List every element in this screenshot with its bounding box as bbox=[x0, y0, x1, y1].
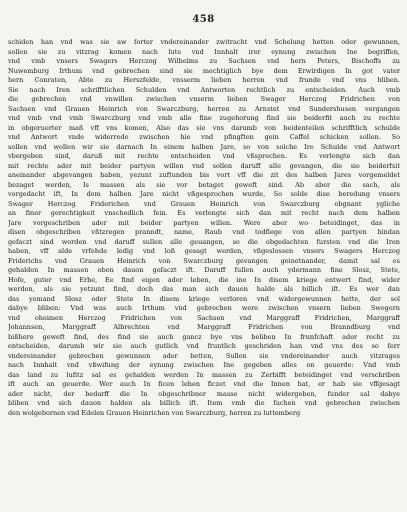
body-text bbox=[8, 38, 400, 418]
text-line: entscheiden, darumb wir sie auch gutlich vnd fruntlich geschriden han vnd vns des so ferr bbox=[8, 342, 400, 350]
text-line: gehalden In massen oben dauon gefaczt ift. Daruff fullen auch ydermann fine Slosz, Stete, bbox=[8, 266, 400, 274]
page-number: 458 bbox=[192, 14, 215, 25]
text-line: sollen sie zu vitzrag komen nach lute vnd Innhalt irer eynung zwischen Ine begriffen, bbox=[8, 47, 400, 56]
text-line: nach Innhalt vnd vßwifung der eynung zwischen Ine gegeben alles on geuerde: Vnd vmb bbox=[8, 361, 400, 369]
text-line: an finer gerechtigkeit vnschedlich fein. Es verlengte sich dan mit recht nach dem halben bbox=[8, 209, 400, 217]
text-line: dabye bliben: Vnd was auch Irthum vnd gebrechen were zwischen vnsern lieben Swegern bbox=[8, 304, 400, 312]
text-line: vorgedacht ift, In dem halben Jare nicht vßgesprochen wurde, So solde dise beredung vnsers bbox=[8, 190, 400, 198]
text-line: Swager Herczog Friderichen vnd Grauen Heinrich von Swarczburg obgnant ygliche bbox=[8, 199, 400, 208]
text-line: disen obgeschriben vßtzregen pranndt, name, Raub vnd todflege von allen partyen hindan bbox=[8, 228, 400, 236]
text-line: Sachsen vnd Grauen Heinrich von Swarczburg, herren zu Arnstet vnd Sundershusen vergangen bbox=[8, 104, 400, 113]
text-line: sollen vnd wollen wir sie darnach In einem halben Jare, so von solche Ire Schulde vnd Antwort bbox=[8, 142, 400, 151]
text-line: den wolgebornen vnd Edelen Grauen Heinrichen von Swarczburg, herren zu luttemberg bbox=[8, 408, 301, 417]
text-line: Sie nach Iren schrifftlichen Schulden vnd Antworten rechtlich zu entscheiden. Auch vmb bbox=[8, 85, 400, 94]
text-line: bliben vnd sich dauon halden als billich ift. Item vmb die fachen vnd gebrechen zwischen bbox=[8, 399, 400, 407]
text-line: in obgeruerter maß vff vns komen, Also das sie vns darumb von beidenteilen schrifftlich schulde bbox=[8, 123, 400, 132]
text-line: die gebrechen vnd vnwillen zwischen vnserm lieben Swager Herczog Fridrichen von bbox=[8, 95, 400, 103]
text-line: vnd Antwort vnde widerrede zwischen hie vnd pfingften gein Caffel schicken sollen. So bbox=[8, 133, 400, 141]
text-line: vbergeben sind, daruß mit rechte entscheiden vnd vßsprechen. Es verlengte sich dan bbox=[8, 152, 400, 160]
text-line: vndereinander gebrechen gewunnen ader hetten, Sullen sie vndereinander auch vitzrages bbox=[8, 351, 400, 360]
text-line: schiden han vnd was sie aw forter vndereinander zwitracht vnd Schelung hetten oder gewunnen, bbox=[8, 38, 400, 46]
text-line: vnd vmb vnd vmb Swarczburg vnd vmb alle fine zugehorung find sie beiderfit auch zu rechte bbox=[8, 114, 400, 122]
text-line: Hofe, guter vnd Erbe, Ee find eigen ader leben, die ine In disem kriege entwert find, wider bbox=[8, 275, 400, 284]
text-line: ader nicht, der bedarff die In obgeschribner masse nicht widergeben, funder sal dabye bbox=[8, 389, 400, 398]
text-line: bezaget werden, Is massen als sie vor betaget geweft sind. Ab aber die sach, als bbox=[8, 180, 400, 189]
text-line: ift auch an geuerde. Wer auch In ficen lehen ficzet vnd die Innen hat, er hab sie vffgesagt bbox=[8, 380, 400, 388]
text-line: hern Conraten, Abte zu Herszfelde, vnsserm lieben herren vnd frunde vnd vns bliben. bbox=[8, 76, 400, 84]
text-line: mit rechte ader mit beider partyen willen vnd sollen daruff alle gevangen, die sie beiderfsit bbox=[8, 161, 400, 170]
text-line: vnd vmb vnsers Swagers Herczog Wilhelms zu Sachsen vnd hern Peters, Bischoffs zu bbox=[8, 57, 400, 65]
text-line: vnd oheimen Herczog Fridrichen von Sachsen vnd Marggraff Fridrichen, Marggraff bbox=[8, 313, 400, 322]
text-line: gefaczt sind worden vnd daruff sullen alle geuangen, so die obgedachten fursten vnd die Iren bbox=[8, 237, 400, 246]
text-line: Friderichs vnd Grauen Heinrich von Swarczburg gevangen geinetnander, damit sal es bbox=[8, 256, 400, 265]
text-line: werden, als sie yetzunt find, doch das man sich dauon halde als billich ift. Es wer dan bbox=[8, 285, 400, 293]
text-line: das land zu lufitz sal es gehalden werden In massen zu Zerbifft beteidinget vnd verschriben bbox=[8, 370, 400, 379]
text-line: aneinander abgevangen haben, yezunt zuftunden bis vort vff die zit des halben Jares vorgemeldet bbox=[8, 171, 400, 179]
text-line: bißhere geweft find, des find sie auch gancz bye vns beliben In frunfchaft ader recht zu bbox=[8, 332, 400, 341]
text-line: das yemand Slosz oder Stete In disem kriege verloren vnd widergewunnen hette, der sol bbox=[8, 294, 400, 303]
text-line: Nuwemburg Irthum vnd gebrechen sind sie mechtiglich bye dem Erwirdigen In got vater bbox=[8, 66, 400, 75]
text-line: Jare vorgeschriben ader mit beider partyen willen. Were aber wo beteidinget, das in bbox=[8, 218, 400, 227]
text-line: haben, vff alde vrfehde ledig vnd loß gesagt werden, vßgeslossen vnsers Swagers Herczog bbox=[8, 247, 400, 255]
text-line: Johannsen, Marggraff Albrechten vnd Marggraff Fridrichen von Branndburg vnd bbox=[8, 323, 400, 331]
